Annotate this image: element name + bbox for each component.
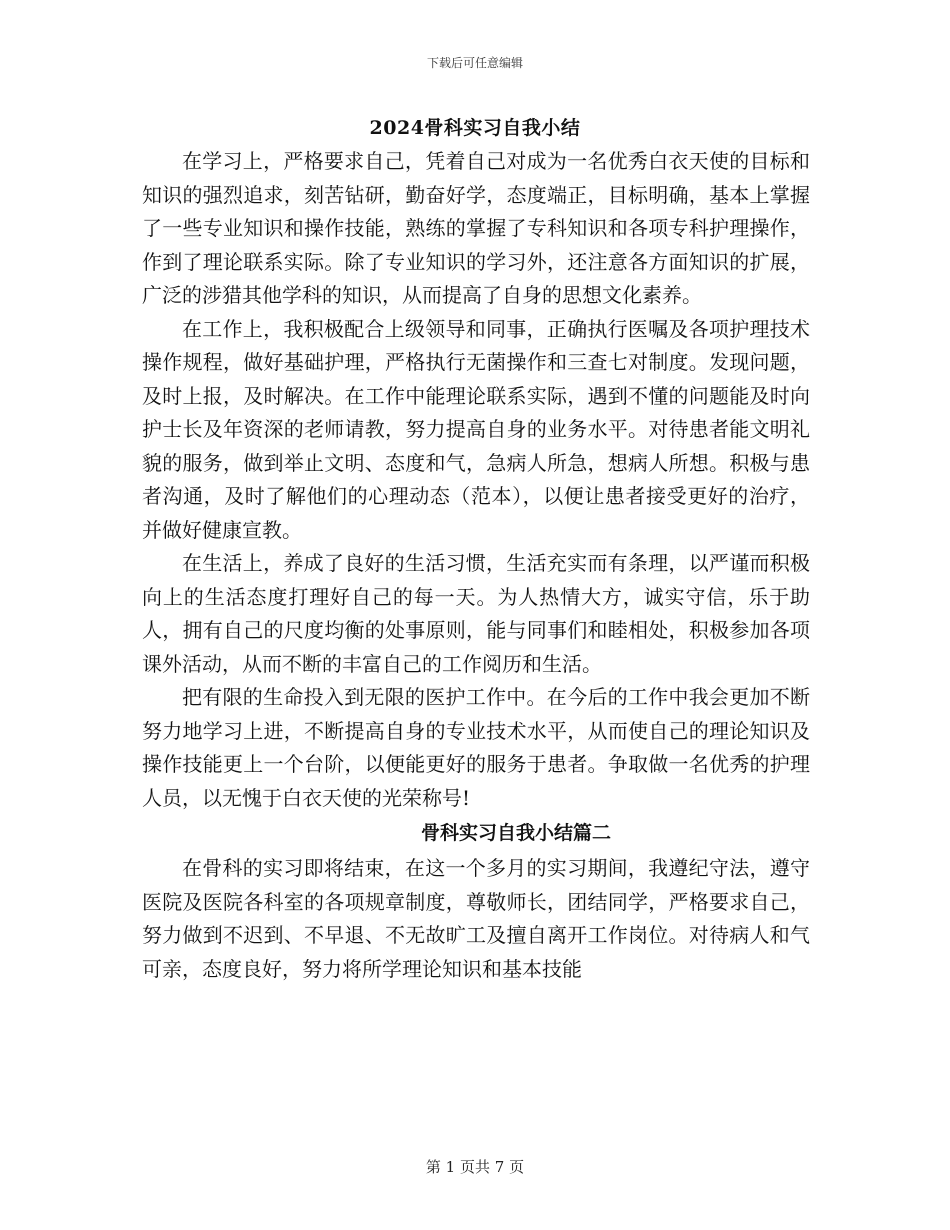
paragraph-study: 在学习上，严格要求自己，凭着自己对成为一名优秀白衣天使的目标和知识的强烈追求，刻苦钻研，勤奋好学，态度端正，目标明确，基本上掌握了一些专业知识和操作技能，熟练的掌握了专科知识和各项专科护理操作，作到了理论联系实际。除了专业知识的学习外，还注意各方面知识的扩展，广泛的涉猎其他学科的知识，从而提高了自身的思想文化素养。: [142, 149, 810, 307]
document-title: 2024骨科实习自我小结: [369, 117, 581, 139]
page-footer: 第 1 页共 7 页: [425, 1158, 525, 1176]
paragraph-work: 在工作上，我积极配合上级领导和同事，正确执行医嘱及各项护理技术操作规程，做好基础护理，严格执行无菌操作和三查七对制度。发现问题，及时上报，及时解决。在工作中能理论联系实际，遇到不懂的问题能及时向护士长及年资深的老师请教，努力提高自身的业务水平。对待患者能文明礼貌的服务，做到举止文明、态度和气，急病人所急，想病人所想。积极与患者沟通，及时了解他们的心理动态（范本），以便让患者接受更好的治疗，并做好健康宣教。: [142, 316, 810, 542]
paragraph-life: 在生活上，养成了良好的生活习惯，生活充实而有条理，以严谨而积极向上的生活态度打理好自己的每一天。为人热情大方，诚实守信，乐于助人，拥有自己的尺度均衡的处事原则，能与同事们和睦相处，积极参加各项课外活动，从而不断的丰富自己的工作阅历和生活。: [142, 551, 810, 676]
document-body: [142, 145, 810, 986]
paragraph-part2-intro: 在骨科的实习即将结束，在这一个多月的实习期间，我遵纪守法，遵守医院及医院各科室的各项规章制度，尊敬师长，团结同学，严格要求自己，努力做到不迟到、不早退、不无故旷工及擅自离开工作岗位。对待病人和气可亲，态度良好，努力将所学理论知识和基本技能: [142, 856, 810, 981]
paragraph-future: 把有限的生命投入到无限的医护工作中。在今后的工作中我会更加不断努力地学习上进，不断提高自身的专业技术水平，从而使自己的理论知识及操作技能更上一个台阶，以便能更好的服务于患者。争取做一名优秀的护理人员，以无愧于白衣天使的光荣称号!: [142, 685, 810, 810]
page-header: 下载后可任意编辑: [426, 56, 523, 70]
section-subtitle: 骨科实习自我小结篇二: [420, 822, 611, 844]
